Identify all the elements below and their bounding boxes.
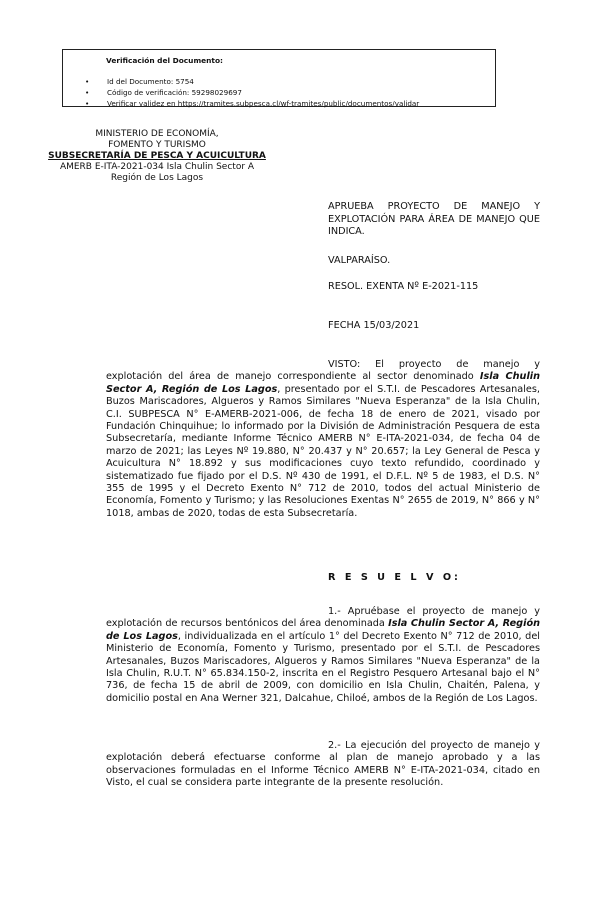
resolution-city: VALPARAÍSO. (328, 255, 391, 266)
bullet-icon: • (85, 99, 90, 108)
article-1-paragraph: 1.- Apruébase el proyecto de manejo y explotación de recursos bentónicos del área denominada Isla Chulin Sector A, Región de Los Lagos, individualizada en el artículo 1° del Decreto Exento N° 712 de 2010, del Ministerio de Economía, Fomento y Turismo, presentado por el S.T.I. de Pescadores Artesanales, Buzos Mariscadores, Algueros y Ramos Similares "Nueva Esperanza" de la Isla Chulin, R.U.T. N° 65.834.150-2, inscrita en el Registro Pesquero Artesanal bajo el N° 736, de fecha 15 de abril de 2009, con domicilio en Isla Chulin, Chaitén, Palena, y domicilio postal en Ana Werner 321, Dalcahue, Chiloé, ambos de la Región de Los Lagos. (106, 606, 540, 704)
visto-area-name: Isla Chulin Sector A, Región de Los Lagos (106, 371, 540, 395)
ministry-header (18, 129, 296, 184)
resolution-number: RESOL. EXENTA Nº E-2021-115 (328, 281, 479, 292)
reference-line1: AMERB E-ITA-2021-034 Isla Chulin Sector A (59, 162, 255, 172)
resolution-date: FECHA 15/03/2021 (328, 320, 420, 331)
verification-title: Verificación del Documento: (106, 56, 223, 65)
ministry-line2: FOMENTO Y TURISMO (108, 140, 206, 150)
verification-box (62, 49, 496, 107)
visto-paragraph: VISTO: El proyecto de manejo y explotación del área de manejo correspondiente al sector denominado Isla Chulin Sector A, Región de Los Lagos, presentado por el S.T.I. de Pescadores Artesanales, Buzos Mariscadores, Algueros y Ramos Similares "Nueva Esperanza" de la Isla Chulin, C.I. SUBPESCA N° E-AMERB-2021-006, de fecha 18 de enero de 2021, visado por Fundación Chinquihue; lo informado por la División de Administración Pesquera de esta Subsecretaría, mediante Informe Técnico AMERB N° E-ITA-2021-034, de fecha 04 de marzo de 2021; las Leyes Nº 19.880, N° 20.437 y N° 20.657; la Ley General de Pesca y Acuicultura N° 18.892 y sus modificaciones cuyo texto refundido, coordinado y sistematizado fue fijado por el D.S. Nº 430 de 1991, el D.F.L. Nº 5 de 1983, el D.S. N° 355 de 1995 y el Decreto Exento N° 712 de 2010, todos del actual Ministerio de Economía, Fomento y Turismo; y las Resoluciones Exentas N° 2655 de 2019, N° 866 y N° 1018, ambas de 2020, todas de esta Subsecretaría. (106, 359, 540, 519)
ministry-line1: MINISTERIO DE ECONOMÍA, (95, 129, 219, 139)
article-1-area-name: Isla Chulin Sector A, Región de Los Lagos (106, 618, 540, 642)
reference-line2: Región de Los Lagos (110, 173, 204, 183)
subsecretaria-name: SUBSECRETARÍA DE PESCA Y ACUICULTURA (48, 151, 266, 161)
verification-item-code: • Código de verificación: 59298029697 (85, 88, 242, 97)
verification-item-link[interactable]: • Verificar validez en https://tramites.subpesca.cl/wf-tramites/public/documentos/validar (85, 99, 420, 108)
verification-item-id: • Id del Documento: 5754 (85, 77, 194, 86)
bullet-icon: • (85, 77, 90, 86)
bullet-icon: • (85, 88, 90, 97)
article-2-paragraph: 2.- La ejecución del proyecto de manejo y explotación deberá efectuarse conforme al plan de manejo aprobado y a las observaciones formuladas en el Informe Técnico AMERB N° E-ITA-2021-034, citado en Visto, el cual se considera parte integrante de la presente resolución. (106, 740, 540, 789)
resolution-title: APRUEBA PROYECTO DE MANEJO Y EXPLOTACIÓN PARA ÁREA DE MANEJO QUE INDICA. (328, 201, 540, 237)
resuelvo-heading: R E S U E L V O: (328, 572, 461, 583)
verification-list (85, 76, 419, 109)
